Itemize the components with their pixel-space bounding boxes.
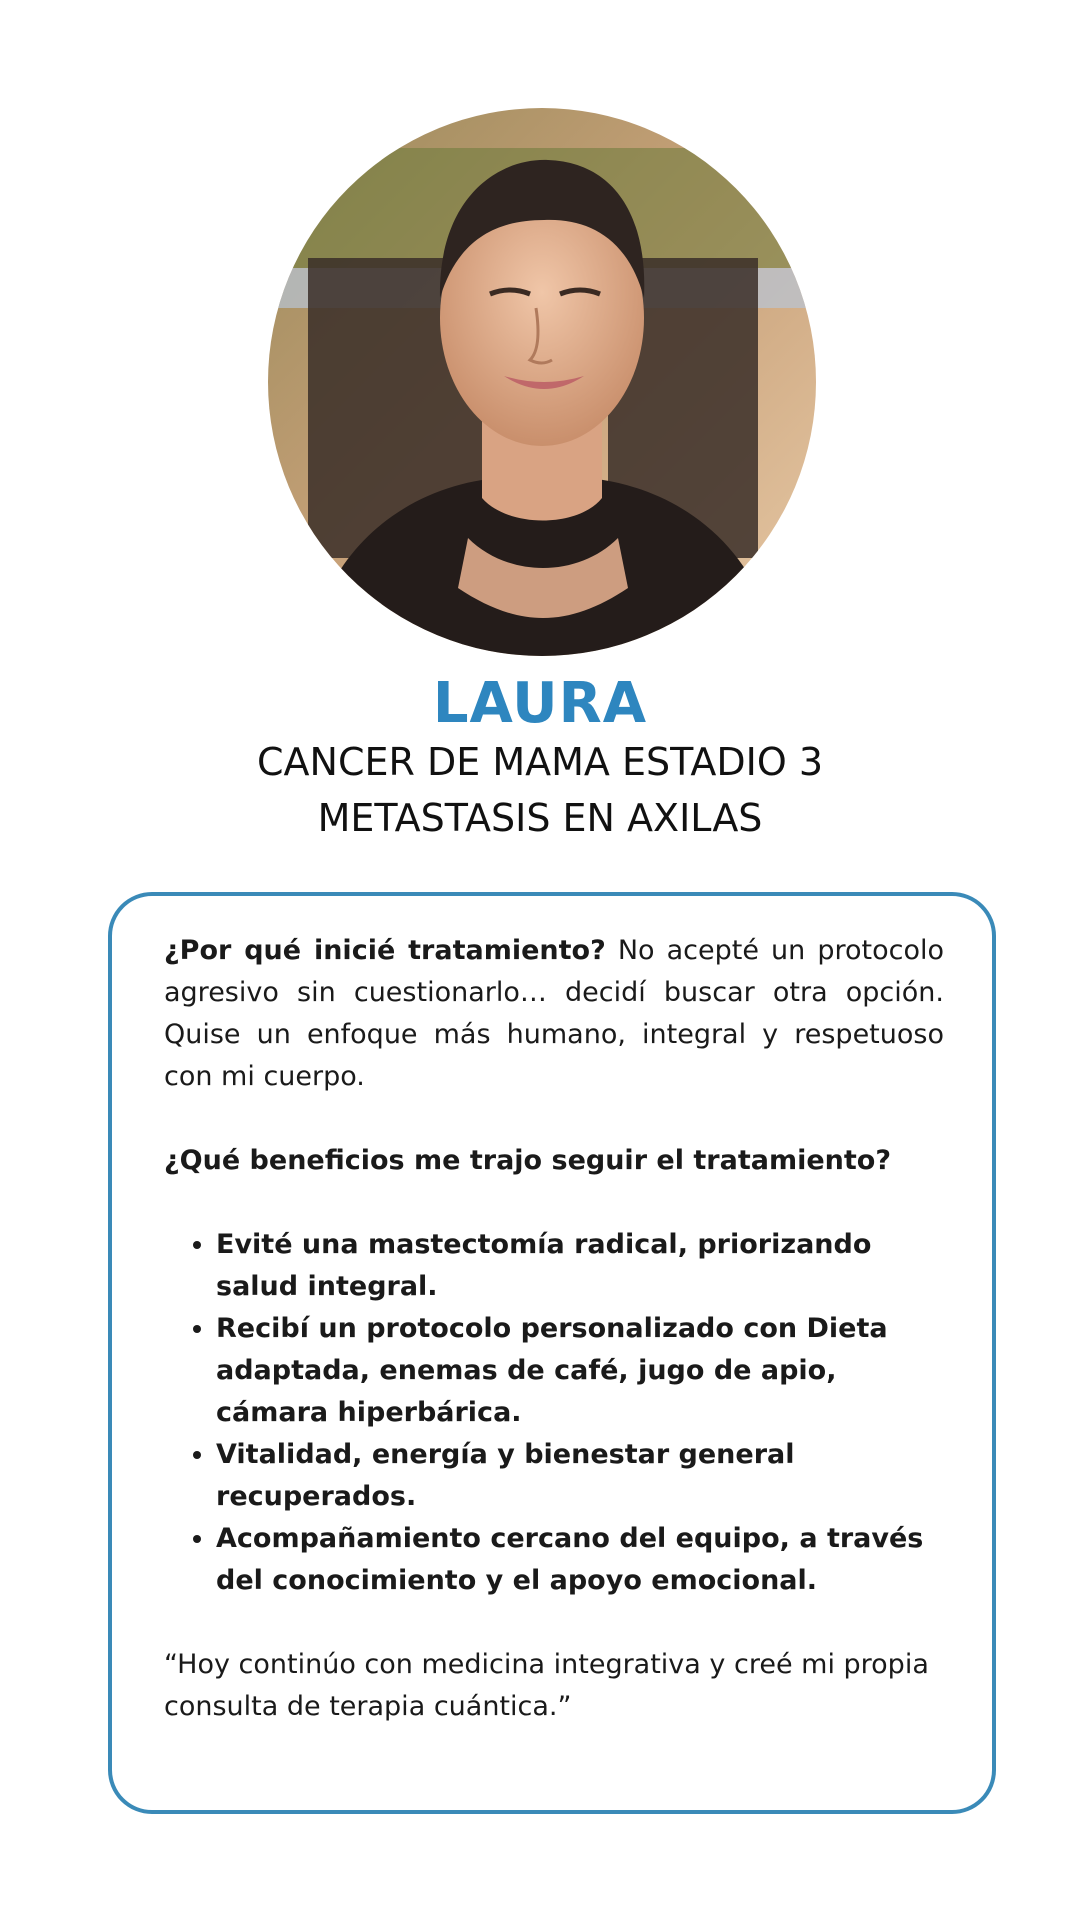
- question-why: ¿Por qué inicié tratamiento?: [164, 935, 606, 966]
- diagnosis-line: CANCER DE MAMA ESTADIO 3: [257, 740, 823, 784]
- benefits-list: [164, 1224, 944, 1602]
- testimonial-quote: “Hoy continúo con medicina integrativa y creé mi propia consulta de terapia cuántica.”: [164, 1649, 929, 1722]
- profile-photo: [268, 108, 816, 656]
- list-item: • Acompañamiento cercano del equipo, a través del conocimiento y el apoyo emocional.: [216, 1518, 944, 1602]
- list-item: • Evité una mastectomía radical, priorizando salud integral.: [216, 1224, 944, 1308]
- list-item: • Vitalidad, energía y bienestar general recuperados.: [216, 1434, 944, 1518]
- testimonial-content: [164, 930, 944, 1728]
- intro-paragraph: [164, 930, 944, 1098]
- diagnosis-line: METASTASIS EN AXILAS: [317, 796, 763, 840]
- answer-why: No acepté un protocolo agresivo sin cuestionarlo… decidí buscar otra opción. Quise un enfoque más humano, integral y respetuoso con mi cuerpo.: [164, 935, 944, 1092]
- diagnosis: [0, 734, 1080, 846]
- patient-name: LAURA: [432, 671, 648, 736]
- list-item: • Recibí un protocolo personalizado con Dieta adaptada, enemas de café, jugo de apio, cámara hiperbárica.: [216, 1308, 944, 1434]
- portrait-photo-icon: [268, 108, 816, 656]
- question-benefits: ¿Qué beneficios me trajo seguir el tratamiento?: [164, 1145, 891, 1176]
- testimonial-card: [108, 892, 996, 1814]
